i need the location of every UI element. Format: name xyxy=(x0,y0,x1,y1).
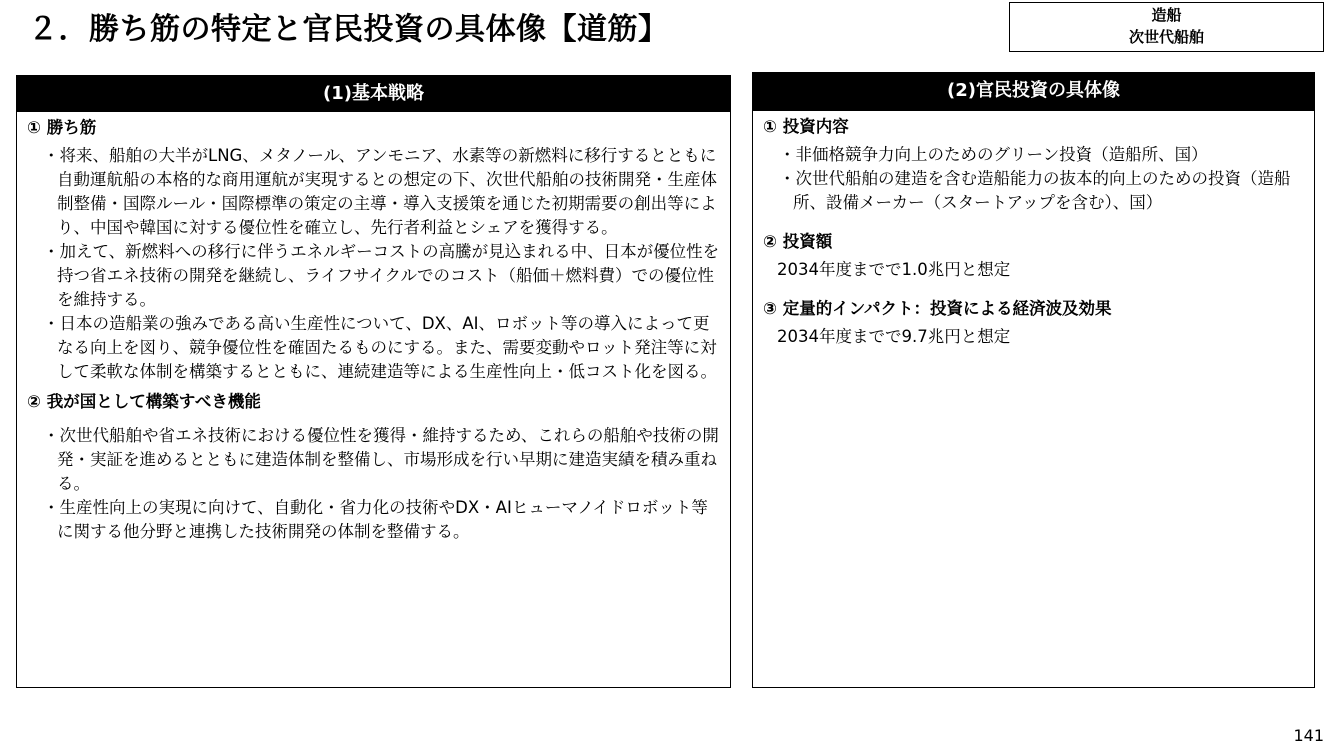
category-tag-line2: 次世代船舶 xyxy=(1128,28,1204,46)
investment-amount-text: 2034年度までで1.0兆円と想定 xyxy=(777,260,1011,279)
investment-header: (2)官民投資の具体像 xyxy=(753,73,1314,111)
functions-heading: ② 我が国として構築すべき機能 xyxy=(27,392,261,411)
investment-body xyxy=(753,111,1314,349)
list-item: ・生産性向上の実現に向けて、自動化・省力化の技術やDX・AIヒューマノイドロボット等に関する他分野と連携した技術開発の体制を整備する。 xyxy=(43,498,708,541)
category-tag-line1: 造船 xyxy=(1151,6,1182,24)
list-item: ・非価格競争力向上のためのグリーン投資（造船所、国） xyxy=(779,145,1208,164)
investment-panel xyxy=(752,72,1315,688)
page-title: ２．勝ち筋の特定と官民投資の具体像【道筋】 xyxy=(28,12,669,47)
list-item: ・将来、船舶の大半がLNG、メタノール、アンモニア、水素等の新燃料に移行するとともに自動運航船の本格的な商用運航が実現するとの想定の下、次世代船舶の技術開発・生産体制整備・国際ルール・国際標準の策定の主導・導入支援策を通じた初期需要の創出等により、中国や韓国に対する優位性を確立し、先行者利益とシェアを獲得する。 xyxy=(43,146,717,237)
list-item: ・次世代船舶の建造を含む造船能力の抜本的向上のための投資（造船所、設備メーカー（スタートアップを含む）、国） xyxy=(779,169,1291,212)
list-item: ・次世代船舶や省エネ技術における優位性を獲得・維持するため、これらの船舶や技術の開発・実証を進めるとともに建造体制を整備し、市場形成を行い早期に建造実績を積み重ねる。 xyxy=(43,426,719,493)
page-number: 141 xyxy=(1293,726,1324,745)
investment-amount-heading: ② 投資額 xyxy=(763,232,833,251)
winning-path-heading: ① 勝ち筋 xyxy=(27,118,97,137)
basic-strategy-body xyxy=(17,112,730,544)
basic-strategy-panel xyxy=(16,75,731,688)
list-item: ・日本の造船業の強みである高い生産性について、DX、AI、ロボット等の導入によって更なる向上を図り、競争優位性を確固たるものにする。また、需要変動やロット発注等に対して柔軟な体制を構築するとともに、連続建造等による生産性向上・低コスト化を図る。 xyxy=(43,314,717,381)
basic-strategy-header: (1)基本戦略 xyxy=(17,76,730,112)
economic-impact-text: 2034年度までで9.7兆円と想定 xyxy=(777,327,1011,346)
category-tag-box xyxy=(1009,2,1324,52)
list-item: ・加えて、新燃料への移行に伴うエネルギーコストの高騰が見込まれる中、日本が優位性を持つ省エネ技術の開発を継続し、ライフサイクルでのコスト（船価＋燃料費）での優位性を維持する。 xyxy=(43,242,720,309)
investment-content-heading: ① 投資内容 xyxy=(763,117,849,136)
economic-impact-heading: ③ 定量的インパクト：投資による経済波及効果 xyxy=(763,299,1112,318)
